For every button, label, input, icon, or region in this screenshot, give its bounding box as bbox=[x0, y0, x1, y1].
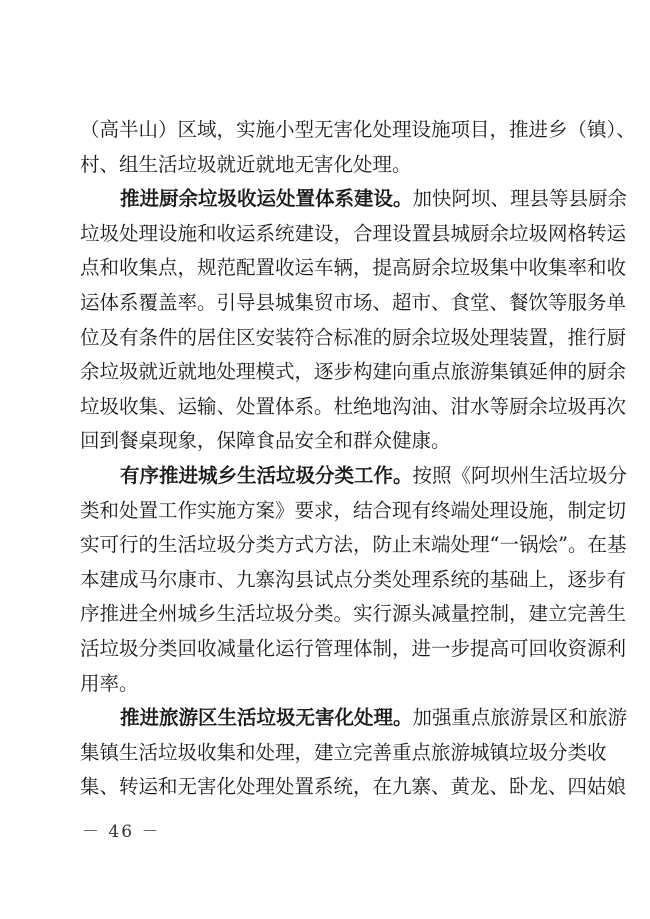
document-body bbox=[80, 113, 636, 805]
text-line: 集镇生活垃圾收集和处理，建立完善重点旅游城镇垃圾分类收 bbox=[80, 740, 607, 764]
text-line: 类和处置工作实施方案》要求，结合现有终端处理设施，制定切 bbox=[80, 498, 627, 522]
paragraph-tourism-waste bbox=[80, 701, 628, 805]
paragraph-waste-sorting bbox=[80, 459, 628, 701]
paragraph-heading: 推进旅游区生活垃圾无害化处理。 bbox=[120, 706, 413, 730]
text-line: 序推进全州城乡生活垃圾分类。实行源头减量控制，建立完善生 bbox=[80, 602, 627, 626]
paragraph-heading: 有序推进城乡生活垃圾分类工作。 bbox=[120, 463, 413, 487]
text-line: 村、组生活垃圾就近就地无害化处理。 bbox=[80, 152, 412, 176]
text-span: 加快阿坝、理县等县厨余 bbox=[412, 187, 628, 211]
text-line bbox=[80, 459, 628, 494]
text-span: 按照《阿坝州生活垃圾分 bbox=[412, 463, 628, 487]
text-line: 位及有条件的居住区安装符合标准的厨余垃圾处理装置，推行厨 bbox=[80, 325, 627, 349]
text-span: 加强重点旅游景区和旅游 bbox=[412, 706, 628, 730]
text-line: （高半山）区域，实施小型无害化处理设施项目，推进乡（镇）、 bbox=[80, 118, 636, 141]
text-line: 余垃圾就近就地处理模式，逐步构建向重点旅游集镇延伸的厨余 bbox=[80, 360, 627, 384]
text-line: 垃圾处理设施和收运系统建设，合理设置县城厨余垃圾网格转运 bbox=[80, 221, 627, 245]
text-line: 活垃圾分类回收减量化运行管理体制，进一步提高可回收资源利 bbox=[80, 636, 627, 660]
text-line bbox=[80, 182, 628, 217]
text-line: 运体系覆盖率。引导县城集贸市场、超市、食堂、餐饮等服务单 bbox=[80, 290, 627, 314]
paragraph-continued bbox=[80, 113, 636, 182]
text-line: 实可行的生活垃圾分类方式方法，防止末端处理“一锅烩”。在基 bbox=[80, 533, 627, 557]
text-line bbox=[80, 701, 628, 736]
text-line: 垃圾收集、运输、处置体系。杜绝地沟油、泔水等厨余垃圾再次 bbox=[80, 394, 627, 418]
text-line: 本建成马尔康市、九寨沟县试点分类处理系统的基础上，逐步有 bbox=[80, 567, 627, 591]
text-line: 点和收集点，规范配置收运车辆，提高厨余垃圾集中收集率和收 bbox=[80, 256, 627, 280]
text-line: 回到餐桌现象，保障食品安全和群众健康。 bbox=[80, 429, 451, 453]
text-line: 集、转运和无害化处理处置系统，在九寨、黄龙、卧龙、四姑娘 bbox=[80, 775, 627, 799]
paragraph-kitchen-waste bbox=[80, 182, 628, 459]
page-number: － 46 － bbox=[82, 822, 161, 842]
paragraph-heading: 推进厨余垃圾收运处置体系建设。 bbox=[120, 187, 413, 211]
text-line: 用率。 bbox=[80, 671, 139, 695]
